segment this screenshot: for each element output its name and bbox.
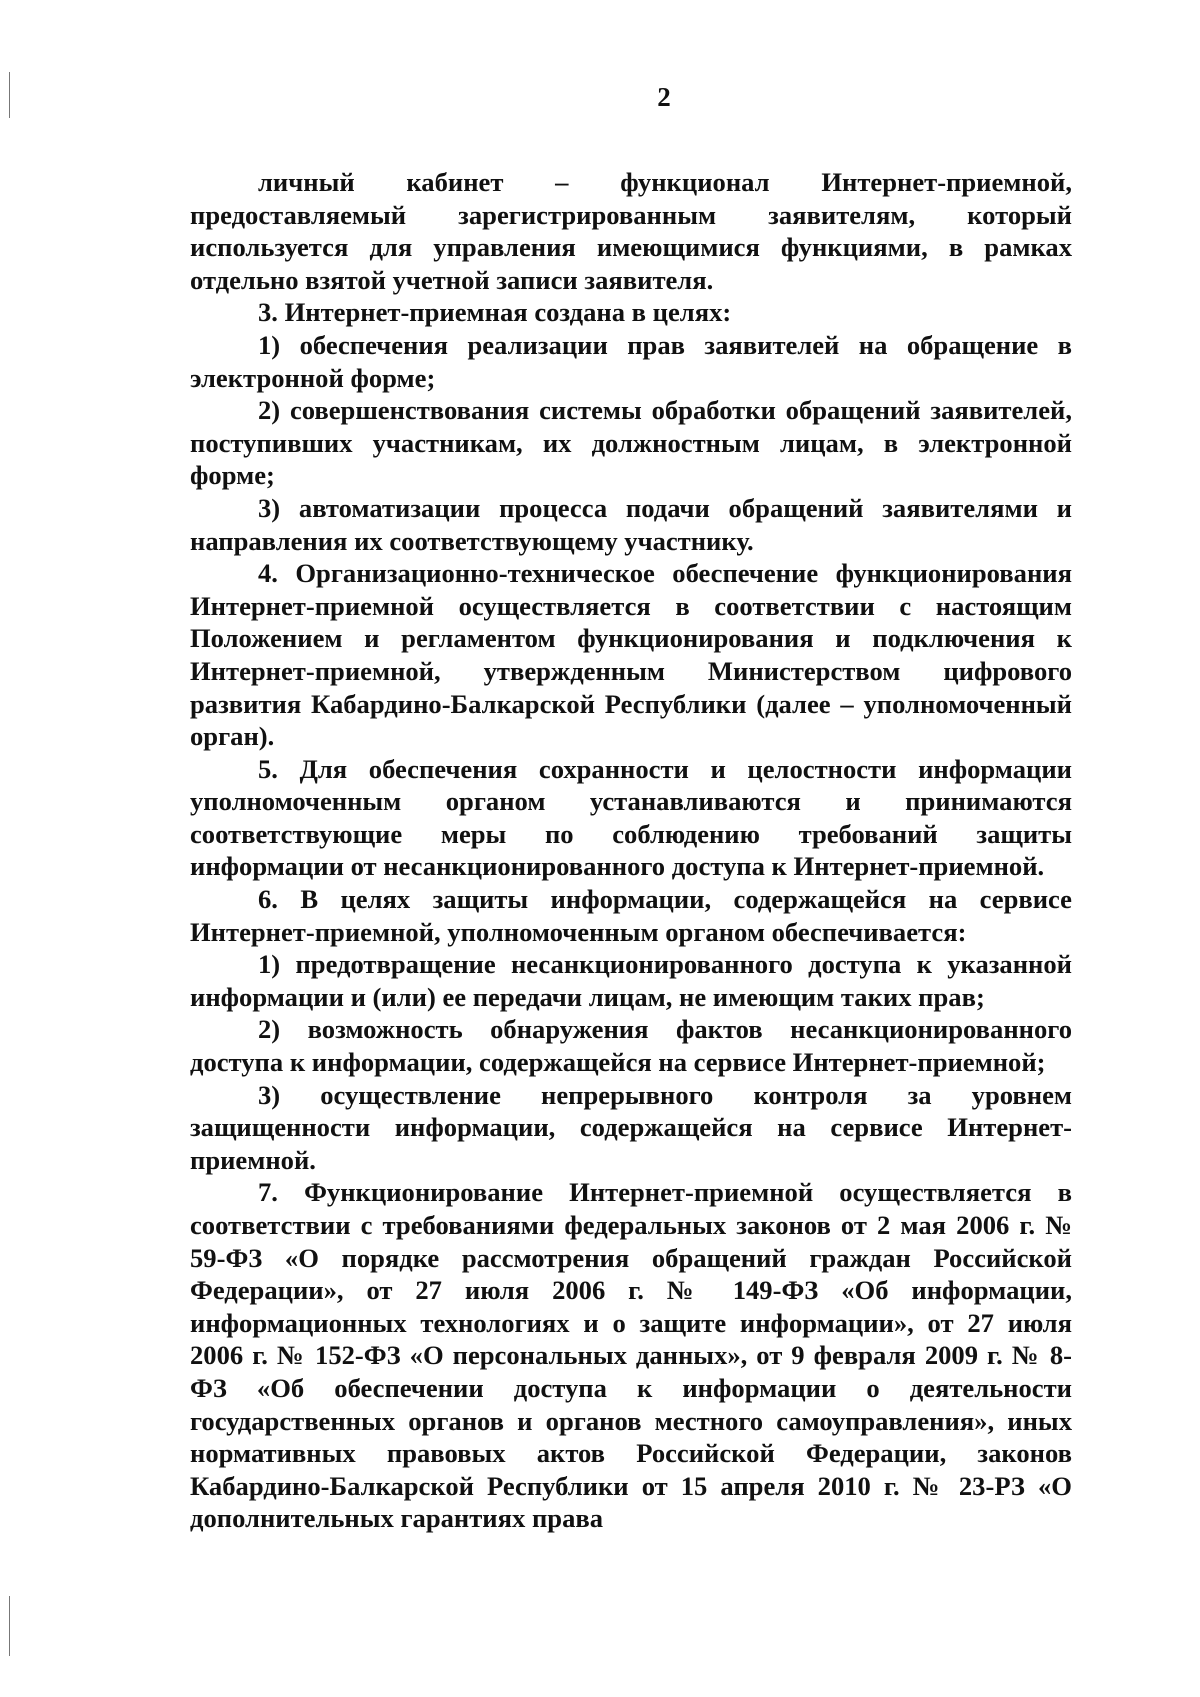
paragraph: личный кабинет – функционал Интернет-приемной, предоставляемый зарегистрированным заявителям, который используется для управления имеющимися функциями, в рамках отдельно взятой учетной записи заявителя. (190, 167, 1072, 295)
paragraph: 4. Организационно-техническое обеспечение функционирования Интернет-приемной осуществляется в соответствии с настоящим Положением и регламентом функционирования и подключения к Интернет-приемной, утвержденным Министерством цифрового развития Кабардино-Балкарской Республики (далее – уполномоченный орган). (190, 558, 1072, 752)
paragraph: 1) предотвращение несанкционированного доступа к указанной информации и (или) ее передачи лицам, не имеющим таких прав; (190, 949, 1072, 1012)
paragraph: 3. Интернет-приемная создана в целях: (258, 297, 732, 328)
paragraph: 1) обеспечения реализации прав заявителей на обращение в электронной форме; (190, 329, 1072, 393)
scan-artifact (9, 1596, 10, 1656)
paragraph: 3) автоматизации процесса подачи обращений заявителями и направления их соответствующему участнику. (190, 492, 1072, 556)
paragraph: 2) совершенствования системы обработки обращений заявителей, поступивших участникам, их должностным лицам, в электронной форме; (190, 395, 1072, 491)
document-body (190, 166, 1072, 1535)
page-number: 2 (657, 82, 671, 112)
paragraph: 3) осуществление непрерывного контроля за уровнем защищенности информации, содержащейся на сервисе Интернет-приемной. (190, 1079, 1072, 1175)
paragraph: 7. Функционирование Интернет-приемной осуществляется в соответствии с требованиями федеральных законов от 2 мая 2006 г. № 59-ФЗ «О порядке рассмотрения обращений граждан Российской Федерации», от 27 июля 2006 г. № 149-ФЗ «Об информации, информационных технологиях и о защите информации», от 27 июля 2006 г. № 152-ФЗ «О персональных данных», от 9 февраля 2009 г. № 8-ФЗ «Об обеспечении доступа к информации о деятельности государственных органов и органов местного самоуправления», иных нормативных правовых актов Российской Федерации, законов Кабардино-Балкарской Республики от 15 апреля 2010 г. № 23-РЗ «О дополнительных гарантиях права (190, 1177, 1072, 1534)
paragraph: 2) возможность обнаружения фактов несанкционированного доступа к информации, содержащейся на сервисе Интернет-приемной; (190, 1014, 1072, 1078)
paragraph: 5. Для обеспечения сохранности и целостности информации уполномоченным органом устанавливаются и принимаются соответствующие меры по соблюдению требований защиты информации от несанкционированного доступа к Интернет-приемной. (190, 753, 1072, 882)
paragraph: 6. В целях защиты информации, содержащейся на сервисе Интернет-приемной, уполномоченным органом обеспечивается: (190, 884, 1072, 947)
